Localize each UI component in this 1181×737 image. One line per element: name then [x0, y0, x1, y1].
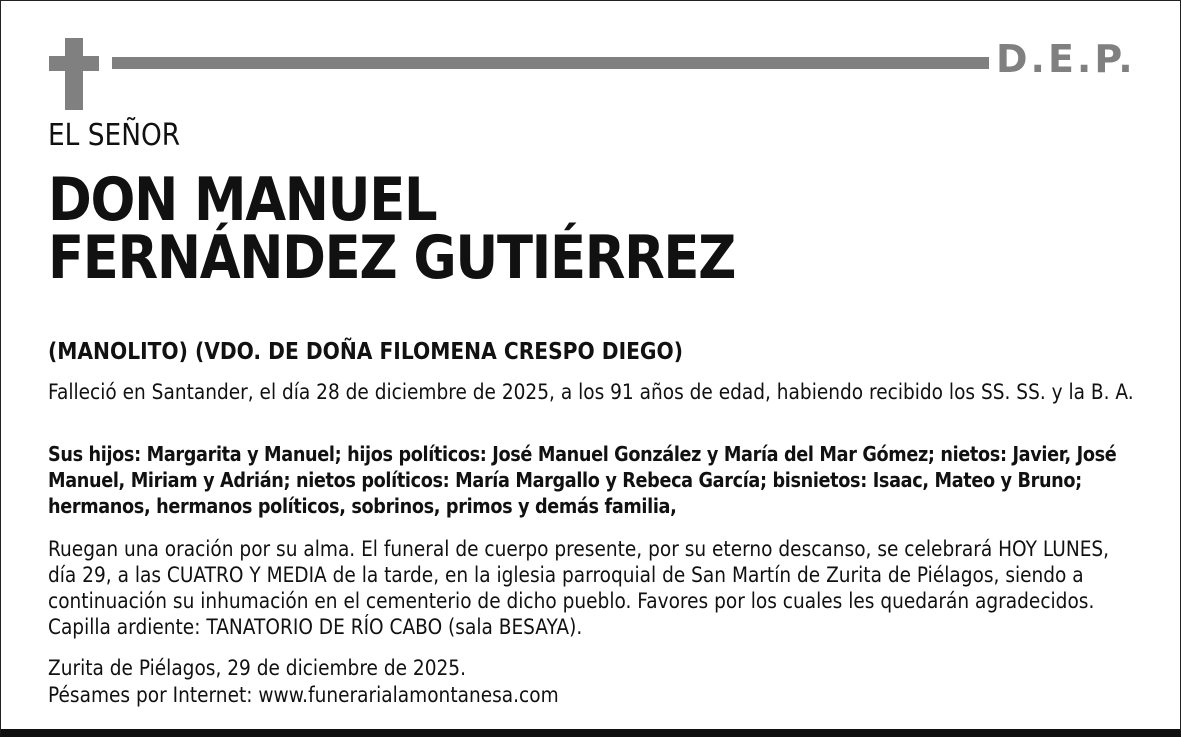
place-date: Zurita de Piélagos, 29 de diciembre de 2025. [48, 656, 467, 680]
dep-label: D.E.P. [996, 37, 1136, 81]
death-notice-text: Falleció en Santander, el día 28 de diciembre de 2025, a los 91 años de edad, habiendo recibido los SS. SS. y la B. A. [48, 380, 1134, 404]
deceased-name [48, 165, 736, 293]
deceased-name-line2: FERNÁNDEZ GUTIÉRREZ [48, 223, 736, 293]
honorific-title: EL SEÑOR [48, 118, 181, 153]
condolences-link: Pésames por Internet: www.funerarialamontanesa.com [48, 683, 559, 707]
family-list: Sus hijos: Margarita y Manuel; hijos políticos: José Manuel González y María del Mar Gómez; nietos: Javier, José Manuel, Miriam y Adrián; nietos políticos: María Margallo y Rebeca García; bisnietos: Isaac, Mateo y Bruno; hermanos, hermanos políticos, sobrinos, primos y demás familia, [48, 442, 1117, 518]
deceased-alias: (MANOLITO) (VDO. DE DOÑA FILOMENA CRESPO DIEGO) [48, 339, 684, 365]
cross-icon [49, 38, 99, 110]
funeral-info: Ruegan una oración por su alma. El funeral de cuerpo presente, por su eterno descanso, se celebrará HOY LUNES, día 29, a las CUATRO Y MEDIA de la tarde, en la iglesia parroquial de San Martín de Zurita de Piélagos, siendo a continuación su inhumación en el cementerio de dicho pueblo. Favores por los cuales les quedarán agradecidos. Capilla ardiente: TANATORIO DE RÍO CABO (sala BESAYA). [48, 537, 1110, 639]
deceased-name-line1: DON MANUEL [48, 165, 437, 235]
header-rule [112, 57, 989, 69]
